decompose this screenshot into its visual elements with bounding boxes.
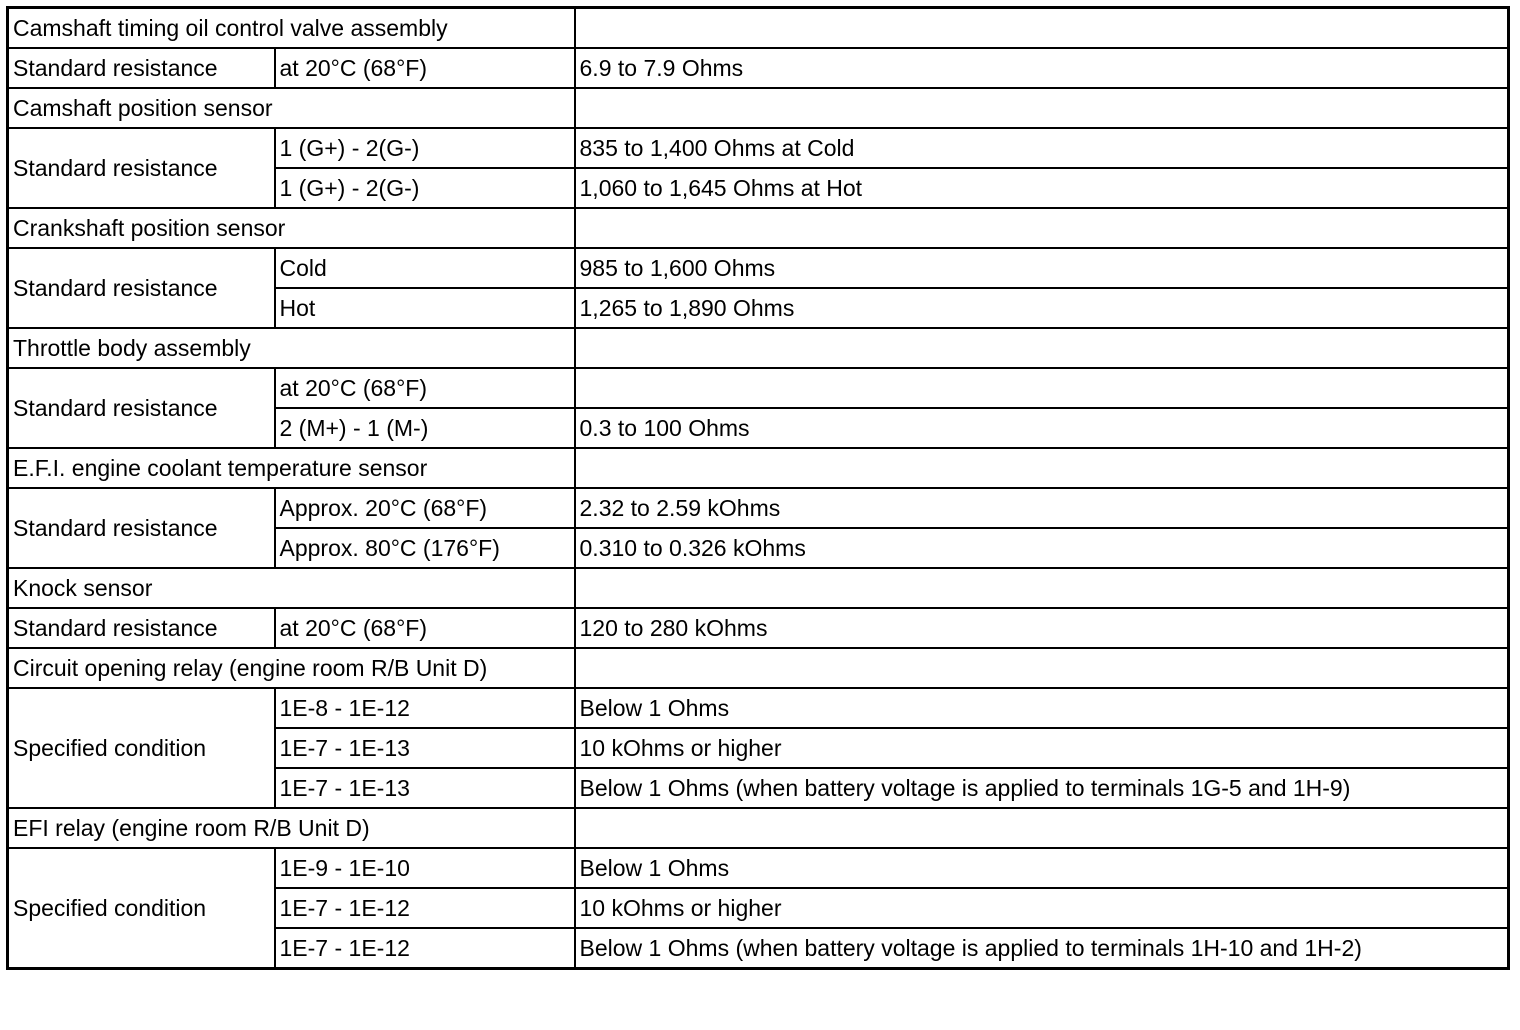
section-header-blank [575, 328, 1509, 368]
section-title: Camshaft position sensor [8, 88, 575, 128]
section-header-blank [575, 648, 1509, 688]
spec-condition: Approx. 80°C (176°F) [275, 528, 575, 568]
section-header-row [8, 8, 1509, 49]
spec-row [8, 48, 1509, 88]
spec-value: 10 kOhms or higher [575, 728, 1509, 768]
section-header-row [8, 808, 1509, 848]
spec-condition: Cold [275, 248, 575, 288]
spec-row [8, 608, 1509, 648]
spec-label: Specified condition [8, 688, 275, 808]
spec-condition: Hot [275, 288, 575, 328]
section-title: EFI relay (engine room R/B Unit D) [8, 808, 575, 848]
spec-row [8, 488, 1509, 528]
section-header-blank [575, 568, 1509, 608]
section-header-row [8, 328, 1509, 368]
spec-value: Below 1 Ohms (when battery voltage is applied to terminals 1H-10 and 1H-2) [575, 928, 1509, 969]
spec-label: Standard resistance [8, 128, 275, 208]
spec-value: 6.9 to 7.9 Ohms [575, 48, 1509, 88]
spec-value: 120 to 280 kOhms [575, 608, 1509, 648]
spec-condition: at 20°C (68°F) [275, 368, 575, 408]
spec-value [575, 368, 1509, 408]
spec-condition: 1E-7 - 1E-12 [275, 888, 575, 928]
section-title: Throttle body assembly [8, 328, 575, 368]
spec-label: Standard resistance [8, 608, 275, 648]
spec-row [8, 688, 1509, 728]
spec-label: Standard resistance [8, 248, 275, 328]
spec-value: 2.32 to 2.59 kOhms [575, 488, 1509, 528]
spec-label: Specified condition [8, 848, 275, 969]
spec-condition: at 20°C (68°F) [275, 608, 575, 648]
spec-condition: at 20°C (68°F) [275, 48, 575, 88]
spec-row [8, 848, 1509, 888]
spec-row [8, 128, 1509, 168]
spec-value: Below 1 Ohms [575, 688, 1509, 728]
section-header-blank [575, 88, 1509, 128]
spec-condition: 1E-7 - 1E-13 [275, 728, 575, 768]
spec-value: 0.3 to 100 Ohms [575, 408, 1509, 448]
section-title: E.F.I. engine coolant temperature sensor [8, 448, 575, 488]
spec-condition: Approx. 20°C (68°F) [275, 488, 575, 528]
spec-value: 1,265 to 1,890 Ohms [575, 288, 1509, 328]
spec-row [8, 248, 1509, 288]
spec-value: 0.310 to 0.326 kOhms [575, 528, 1509, 568]
section-header-row [8, 648, 1509, 688]
spec-row [8, 368, 1509, 408]
spec-condition: 1 (G+) - 2(G-) [275, 128, 575, 168]
section-title: Crankshaft position sensor [8, 208, 575, 248]
spec-value: Below 1 Ohms [575, 848, 1509, 888]
section-header-row [8, 88, 1509, 128]
section-header-row [8, 208, 1509, 248]
spec-condition: 2 (M+) - 1 (M-) [275, 408, 575, 448]
spec-condition: 1E-8 - 1E-12 [275, 688, 575, 728]
spec-value: Below 1 Ohms (when battery voltage is applied to terminals 1G-5 and 1H-9) [575, 768, 1509, 808]
section-title: Camshaft timing oil control valve assembly [8, 8, 575, 49]
section-header-row [8, 568, 1509, 608]
spec-value: 835 to 1,400 Ohms at Cold [575, 128, 1509, 168]
specification-table [6, 6, 1510, 970]
section-header-blank [575, 448, 1509, 488]
section-header-row [8, 448, 1509, 488]
spec-label: Standard resistance [8, 48, 275, 88]
section-header-blank [575, 208, 1509, 248]
section-header-blank [575, 808, 1509, 848]
section-title: Circuit opening relay (engine room R/B Unit D) [8, 648, 575, 688]
spec-label: Standard resistance [8, 368, 275, 448]
section-title: Knock sensor [8, 568, 575, 608]
spec-condition: 1E-9 - 1E-10 [275, 848, 575, 888]
spec-condition: 1 (G+) - 2(G-) [275, 168, 575, 208]
section-header-blank [575, 8, 1509, 49]
spec-value: 10 kOhms or higher [575, 888, 1509, 928]
spec-label: Standard resistance [8, 488, 275, 568]
spec-condition: 1E-7 - 1E-12 [275, 928, 575, 969]
spec-value: 985 to 1,600 Ohms [575, 248, 1509, 288]
spec-value: 1,060 to 1,645 Ohms at Hot [575, 168, 1509, 208]
spec-condition: 1E-7 - 1E-13 [275, 768, 575, 808]
